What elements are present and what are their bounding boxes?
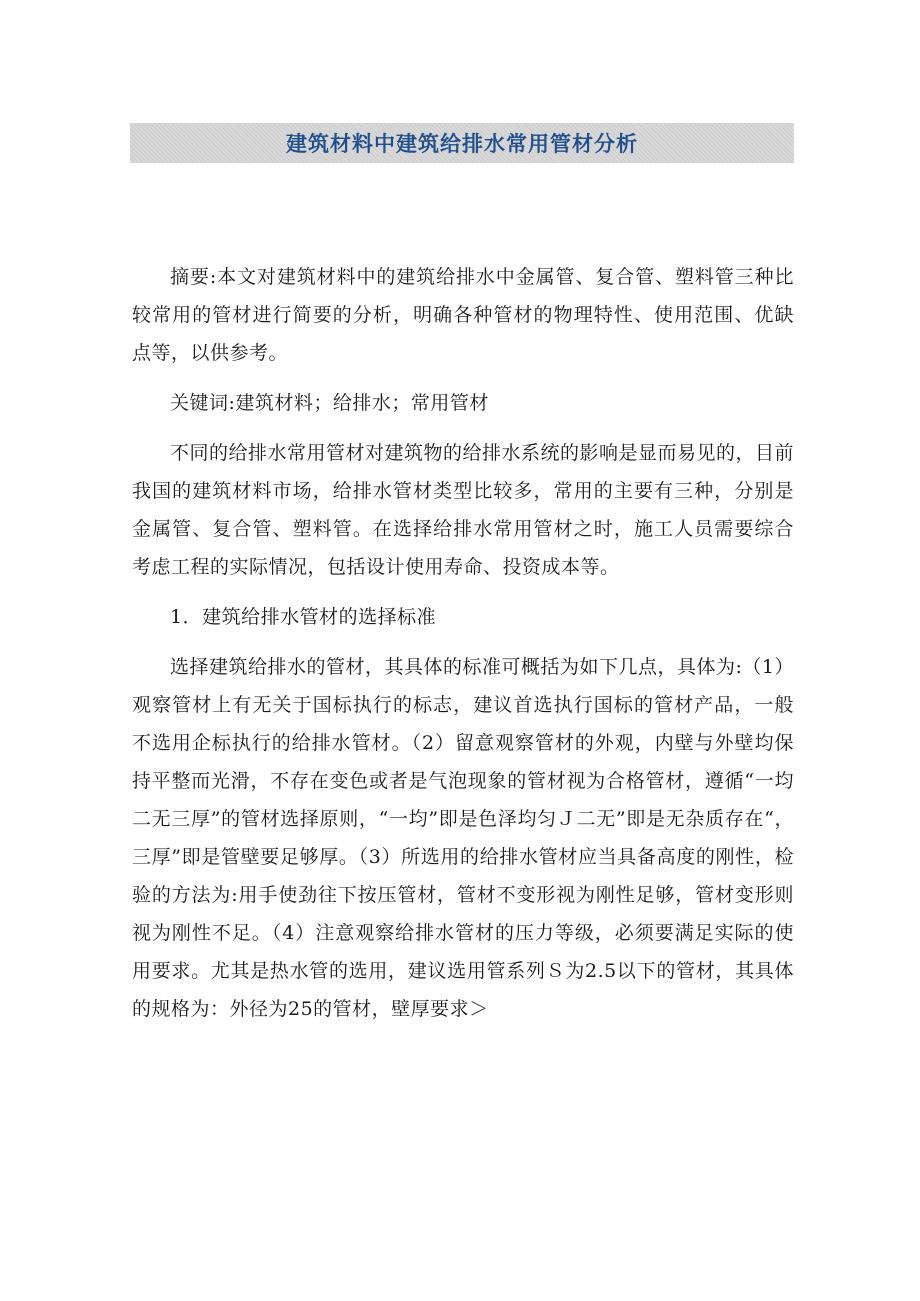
document-body	[132, 258, 794, 1028]
section-heading: 1．建筑给排水管材的选择标准	[170, 606, 437, 628]
selection-criteria-paragraph: 选择建筑给排水的管材，其具体的标准可概括为如下几点，具体为:（1）观察管材上有无关于国标执行的标志，建议首选执行国标的管材产品，一般不选用企标执行的给排水管材。（2）留意观察管材的外观，内壁与外壁均保持平整而光滑，不存在变色或者是气泡现象的管材视为合格管材，遵循“一均二无三厚”的管材选择原则，“一均”即是色泽均匀Ｊ二无”即是无杂质存在“，三厚”即是管壁要足够厚。（3）所选用的给排水管材应当具备高度的刚性，检验的方法为:用手使劲往下按压管材，管材不变形视为刚性足够，管材变形则视为刚性不足。（4）注意观察给排水管材的压力等级，必须要满足实际的使用要求。尤其是热水管的选用，建议选用管系列Ｓ为2.5以下的管材，其具体的规格为：外径为25的管材，壁厚要求＞	[132, 656, 794, 1020]
intro-paragraph: 不同的给排水常用管材对建筑物的给排水系统的影响是显而易见的，目前我国的建筑材料市场，给排水管材类型比较多，常用的主要有三种，分别是金属管、复合管、塑料管。在选择给排水常用管材之时，施工人员需要综合考虑工程的实际情况，包括设计使用寿命、投资成本等。	[132, 442, 795, 578]
abstract-paragraph: 摘要:本文对建筑材料中的建筑给排水中金属管、复合管、塑料管三种比较常用的管材进行简要的分析，明确各种管材的物理特性、使用范围、优缺点等，以供参考。	[132, 266, 794, 364]
title-banner	[130, 123, 794, 163]
keywords-paragraph: 关键词:建筑材料；给排水；常用管材	[170, 392, 489, 414]
document-title: 建筑材料中建筑给排水常用管材分析	[286, 132, 638, 156]
